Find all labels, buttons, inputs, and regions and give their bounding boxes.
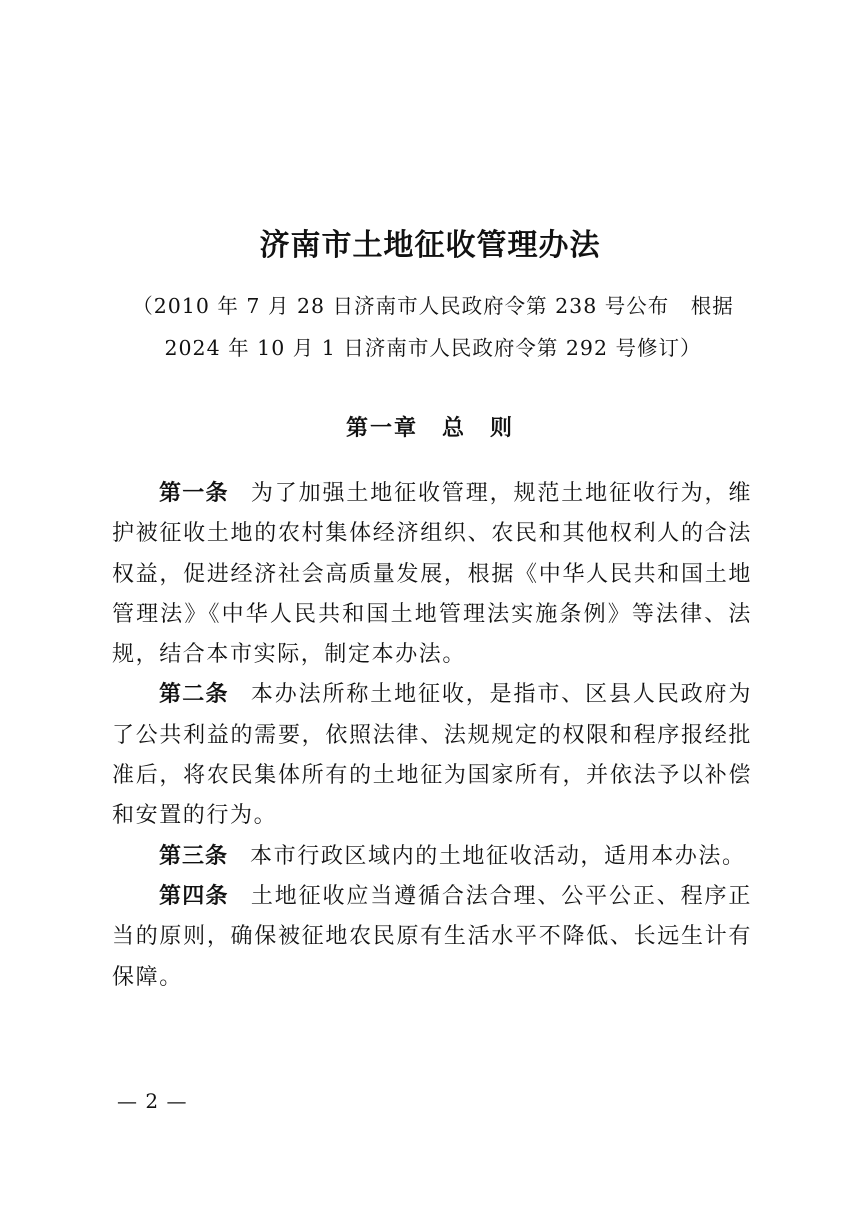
document-subtitle bbox=[108, 285, 758, 369]
article-label: 第一条 bbox=[159, 481, 229, 506]
article-label: 第二条 bbox=[159, 682, 229, 708]
page-number: — 2 — bbox=[117, 1089, 188, 1113]
document-title: 济南市土地征收管理办法 bbox=[259, 228, 601, 263]
article-text: 本办法所称土地征收，是指市、区县人民政府为了公共利益的需要，依照法律、法规规定的权限和程序报经批准后，将农民集体所有的土地征为国家所有，并依法予以补偿和安置的行为。 bbox=[112, 682, 752, 829]
article-label: 第三条 bbox=[159, 843, 229, 869]
chapter-heading: 第一章 总 则 bbox=[345, 415, 514, 441]
article-1 bbox=[112, 474, 752, 675]
article-label: 第四条 bbox=[159, 883, 229, 909]
article-text: 为了加强土地征收管理，规范土地征收行为，维护被征收土地的农村集体经济组织、农民和其他权利人的合法权益，促进经济社会高质量发展，根据《中华人民共和国土地管理法》《中华人民共和国土地管理法实施条例》等法律、法规，结合本市实际，制定本办法。 bbox=[112, 481, 752, 668]
subtitle-line-2: 2024 年 10 月 1 日济南市人民政府令第 292 号修订） bbox=[164, 336, 702, 360]
subtitle-line-1: （2010 年 7 月 28 日济南市人民政府令第 238 号公布 根据 bbox=[132, 294, 734, 318]
document-body bbox=[112, 474, 752, 998]
article-2 bbox=[112, 675, 752, 836]
article-4 bbox=[112, 877, 752, 998]
article-text: 土地征收应当遵循合法合理、公平公正、程序正当的原则，确保被征地农民原有生活水平不降低、长远生计有保障。 bbox=[112, 883, 752, 990]
article-3 bbox=[112, 837, 752, 877]
article-text: 本市行政区域内的土地征收活动，适用本办法。 bbox=[250, 843, 746, 869]
